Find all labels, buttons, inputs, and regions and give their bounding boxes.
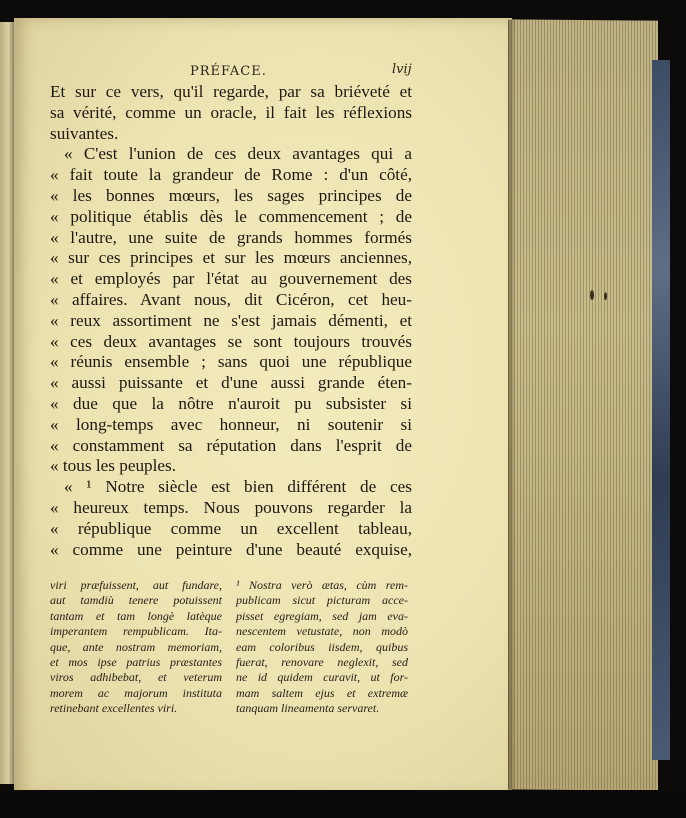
footnote-line: tanquam lineamenta servaret. — [236, 701, 380, 716]
text-line: « ces deux avantages se sont toujours trouvés — [50, 331, 412, 351]
footnote-line: aut tamdiù tenere potuissent — [50, 593, 222, 608]
footnote-line: publicam sicut picturam acce- — [236, 593, 408, 608]
text-line: « long-temps avec honneur, ni soutenir si — [50, 414, 412, 434]
footnote-line: et mos ipse patrius præstantes — [50, 654, 222, 669]
text-line: « politique établis dès le commencement ; de — [50, 206, 412, 226]
footnotes — [50, 578, 418, 728]
text-line: « fait toute la grandeur de Rome : d'un côté, — [50, 165, 412, 185]
text-line: « constamment sa réputation dans l'esprit de — [50, 435, 412, 455]
footnote-line: ne id quidem curavit, ut for- — [236, 670, 408, 685]
text-line: « république comme un excellent tableau, — [50, 518, 412, 538]
body-text — [50, 82, 412, 560]
footnote-line: eam coloribus iisdem, quibus — [236, 639, 408, 654]
footnote-line: que, ante nostram memoriam, — [50, 639, 222, 654]
text-line: sa vérité, comme un oracle, il fait les réflexions — [50, 102, 412, 122]
footnote-line: retinebant excellentes viri. — [50, 701, 178, 716]
footnote-line: pisset egregiam, sed jam eva- — [236, 608, 408, 623]
text-line: « C'est l'union de ces deux avantages qui a — [64, 144, 412, 164]
text-line: « ¹ Notre siècle est bien différent de ces — [64, 477, 412, 497]
text-line: « réunis ensemble ; sans quoi une république — [50, 352, 412, 372]
text-line: « heureux temps. Nous pouvons regarder la — [50, 497, 412, 517]
footnote-column-right — [236, 578, 408, 717]
footnote-line: ¹ Nostra verò ætas, cùm rem- — [236, 578, 408, 592]
footnote-line: tantam et tam longè latèque — [50, 608, 222, 623]
text-line: « sur ces principes et sur les mœurs anciennes, — [50, 248, 412, 268]
page-number: lvij — [392, 62, 412, 77]
book-board — [0, 790, 686, 818]
footnote-line: nescentem vetustate, non modò — [236, 624, 408, 639]
marbled-cover — [652, 60, 670, 760]
text-line: « et employés par l'état au gouvernement des — [50, 269, 412, 289]
footnote-line: fuerat, renovare neglexit, sed — [236, 654, 408, 669]
footnote-line: viri præfuissent, aut fundare, — [50, 578, 222, 592]
page-fore-edge — [508, 19, 658, 790]
text-line: « comme une peinture d'une beauté exquise, — [50, 539, 412, 559]
text-line: suivantes. — [50, 123, 119, 143]
footnote-line: viros adhibebat, et veterum — [50, 670, 222, 685]
text-line: « aussi puissante et d'une aussi grande éten- — [50, 373, 412, 393]
text-line: Et sur ce vers, qu'il regarde, par sa briéveté et — [50, 82, 412, 101]
footnote-line: morem ac majorum instituta — [50, 685, 222, 700]
footnote-line: mam saltem ejus et extremæ — [236, 685, 408, 700]
footnote-line: imperantem rempublicam. Ita- — [50, 624, 222, 639]
text-line: « due que la nôtre n'auroit pu subsister si — [50, 393, 412, 413]
text-line: « affaires. Avant nous, dit Cicéron, cet heu- — [50, 289, 412, 309]
text-line: « reux assortiment ne s'est jamais démenti, et — [50, 310, 412, 330]
running-head: PRÉFACE. — [190, 64, 267, 79]
text-line: « tous les peuples. — [50, 456, 177, 476]
text-line: « l'autre, une suite de grands hommes formés — [50, 227, 412, 247]
text-line: « les bonnes mœurs, les sages principes de — [50, 185, 412, 205]
footnote-column-left — [50, 578, 222, 717]
left-page-edge — [0, 22, 14, 784]
gutter-shadow — [508, 20, 516, 790]
